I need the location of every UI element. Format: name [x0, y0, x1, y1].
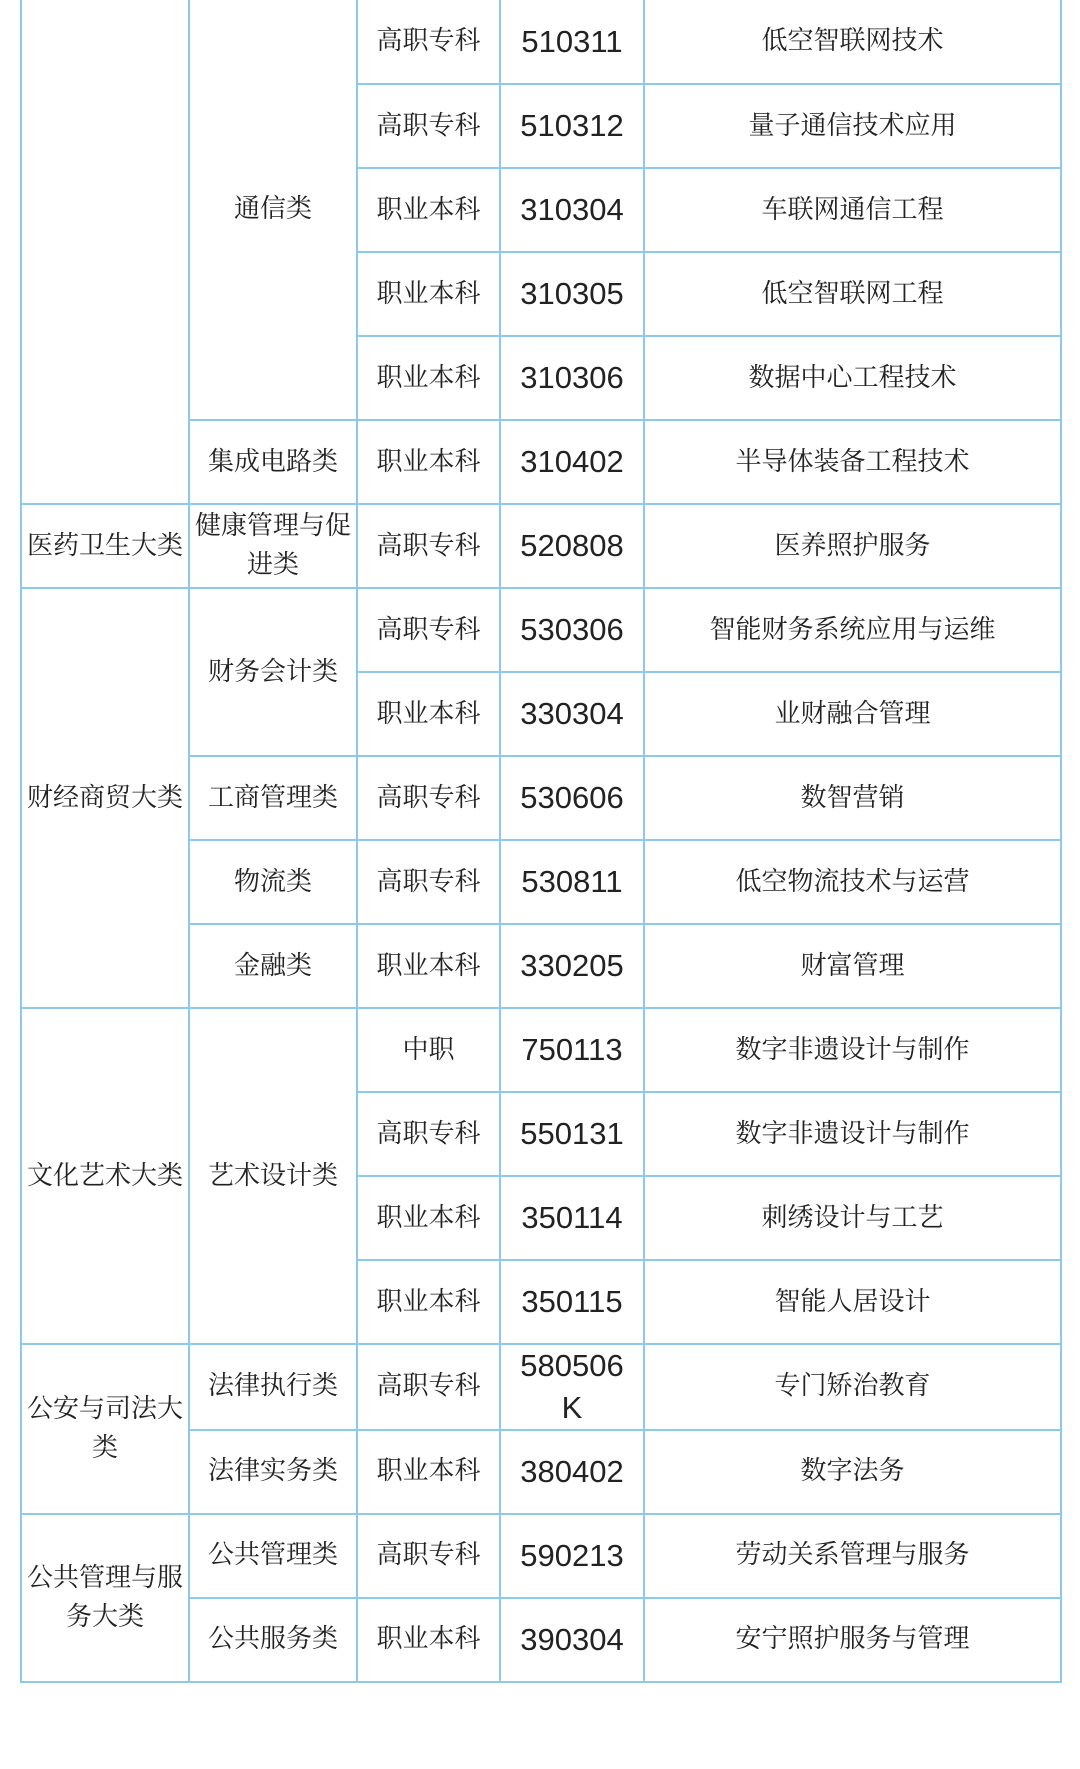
major-name-cell: 智能财务系统应用与运维 [644, 588, 1061, 672]
major-name-cell: 半导体装备工程技术 [644, 420, 1061, 504]
level-cell: 高职专科 [357, 840, 500, 924]
category-cell: 财经商贸大类 [21, 588, 189, 1008]
subcategory-cell: 健康管理与促进类 [189, 504, 357, 588]
major-name-cell: 数字法务 [644, 1430, 1061, 1514]
subcategory-cell: 财务会计类 [189, 588, 357, 756]
major-name-cell: 量子通信技术应用 [644, 84, 1061, 168]
code-cell: 390304 [500, 1598, 644, 1682]
subcategory-cell: 公共管理类 [189, 1514, 357, 1598]
subcategory-cell: 法律执行类 [189, 1344, 357, 1430]
code-cell: 550131 [500, 1092, 644, 1176]
category-cell: 公共管理与服务大类 [21, 1514, 189, 1682]
subcategory-cell: 集成电路类 [189, 420, 357, 504]
code-cell: 380402 [500, 1430, 644, 1514]
code-cell: 510312 [500, 84, 644, 168]
level-cell: 职业本科 [357, 1260, 500, 1344]
subcategory-cell: 物流类 [189, 840, 357, 924]
subcategory-cell: 工商管理类 [189, 756, 357, 840]
code-cell: 530606 [500, 756, 644, 840]
major-name-cell: 医养照护服务 [644, 504, 1061, 588]
code-cell: 530811 [500, 840, 644, 924]
major-name-cell: 数智营销 [644, 756, 1061, 840]
code-cell: 580506K [500, 1344, 644, 1430]
table-row [21, 1344, 1061, 1430]
level-cell: 中职 [357, 1008, 500, 1092]
major-name-cell: 劳动关系管理与服务 [644, 1514, 1061, 1598]
major-name-cell: 安宁照护服务与管理 [644, 1598, 1061, 1682]
code-cell: 530306 [500, 588, 644, 672]
major-name-cell: 低空物流技术与运营 [644, 840, 1061, 924]
table-row [21, 504, 1061, 588]
level-cell: 职业本科 [357, 252, 500, 336]
code-cell: 590213 [500, 1514, 644, 1598]
code-cell: 520808 [500, 504, 644, 588]
code-cell: 330205 [500, 924, 644, 1008]
code-cell: 310304 [500, 168, 644, 252]
subcategory-cell: 公共服务类 [189, 1598, 357, 1682]
major-name-cell: 智能人居设计 [644, 1260, 1061, 1344]
level-cell: 职业本科 [357, 1598, 500, 1682]
subcategory-cell: 艺术设计类 [189, 1008, 357, 1344]
major-name-cell: 低空智联网工程 [644, 252, 1061, 336]
level-cell: 职业本科 [357, 672, 500, 756]
category-cell: 医药卫生大类 [21, 504, 189, 588]
level-cell: 职业本科 [357, 336, 500, 420]
major-name-cell: 专门矫治教育 [644, 1344, 1061, 1430]
table-row [21, 588, 1061, 672]
level-cell: 高职专科 [357, 504, 500, 588]
code-cell: 310305 [500, 252, 644, 336]
major-name-cell: 数据中心工程技术 [644, 336, 1061, 420]
major-name-cell: 数字非遗设计与制作 [644, 1008, 1061, 1092]
major-name-cell: 数字非遗设计与制作 [644, 1092, 1061, 1176]
category-cell: 公安与司法大类 [21, 1344, 189, 1514]
subcategory-cell: 法律实务类 [189, 1430, 357, 1514]
major-table-container [20, 0, 1060, 1683]
level-cell: 高职专科 [357, 588, 500, 672]
level-cell: 职业本科 [357, 1176, 500, 1260]
level-cell: 职业本科 [357, 168, 500, 252]
level-cell: 高职专科 [357, 0, 500, 84]
category-cell: 文化艺术大类 [21, 1008, 189, 1344]
major-name-cell: 财富管理 [644, 924, 1061, 1008]
code-cell: 310402 [500, 420, 644, 504]
major-name-cell: 刺绣设计与工艺 [644, 1176, 1061, 1260]
major-catalog-table [20, 0, 1062, 1683]
level-cell: 高职专科 [357, 1092, 500, 1176]
code-cell: 350114 [500, 1176, 644, 1260]
code-cell: 310306 [500, 336, 644, 420]
subcategory-cell: 金融类 [189, 924, 357, 1008]
code-cell: 330304 [500, 672, 644, 756]
code-cell: 350115 [500, 1260, 644, 1344]
subcategory-cell: 通信类 [189, 0, 357, 420]
major-name-cell: 低空智联网技术 [644, 0, 1061, 84]
table-row [21, 1008, 1061, 1092]
table-row [21, 0, 1061, 84]
table-row [21, 1514, 1061, 1598]
major-name-cell: 业财融合管理 [644, 672, 1061, 756]
level-cell: 高职专科 [357, 756, 500, 840]
level-cell: 高职专科 [357, 1514, 500, 1598]
code-cell: 750113 [500, 1008, 644, 1092]
level-cell: 高职专科 [357, 84, 500, 168]
level-cell: 职业本科 [357, 924, 500, 1008]
level-cell: 职业本科 [357, 1430, 500, 1514]
level-cell: 高职专科 [357, 1344, 500, 1430]
category-cell [21, 0, 189, 504]
major-name-cell: 车联网通信工程 [644, 168, 1061, 252]
level-cell: 职业本科 [357, 420, 500, 504]
code-cell: 510311 [500, 0, 644, 84]
